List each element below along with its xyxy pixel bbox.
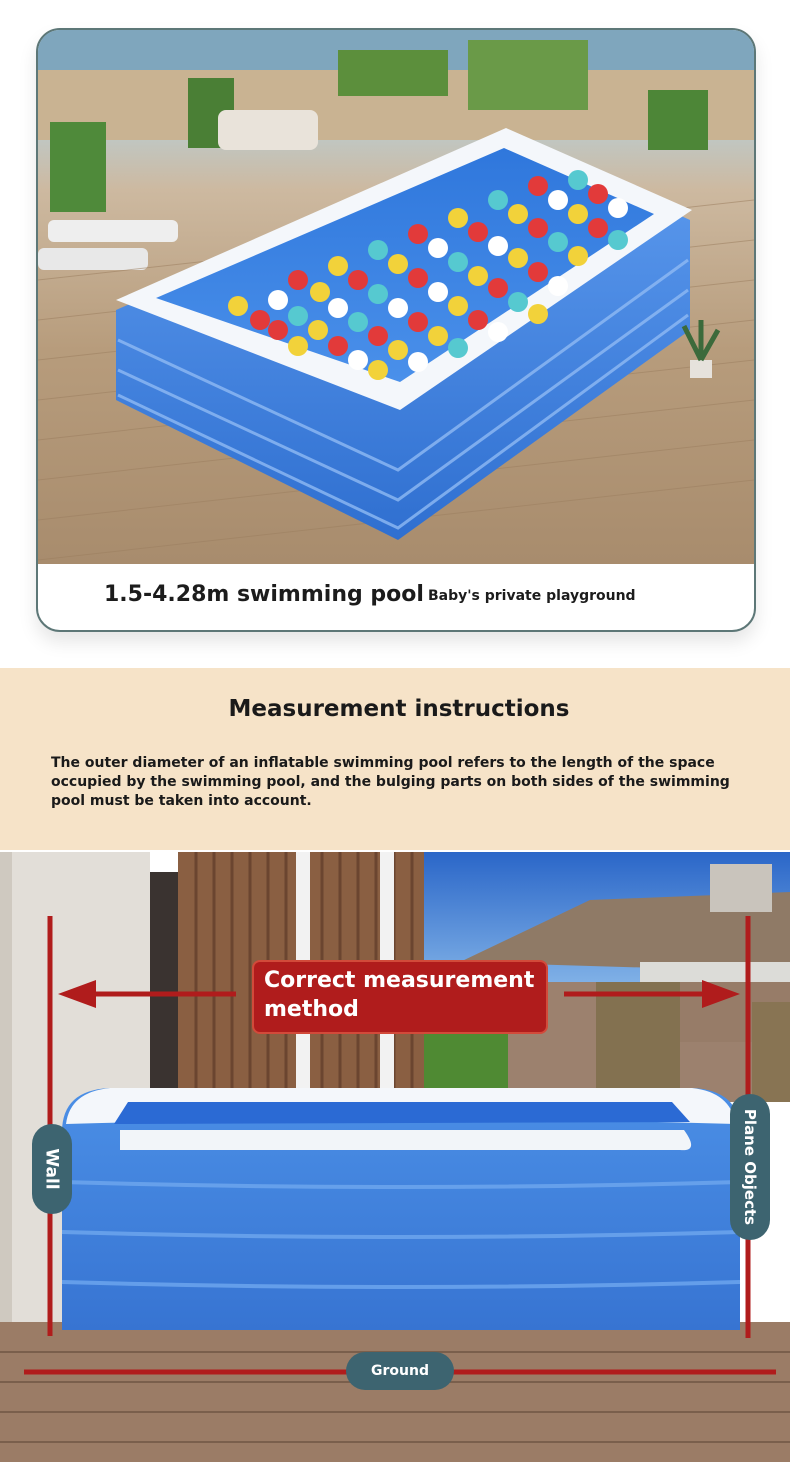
product-card bbox=[36, 28, 756, 632]
product-title: 1.5-4.28m swimming pool bbox=[104, 582, 424, 607]
ground-label-pill bbox=[346, 1352, 454, 1390]
product-subtitle: Baby's private playground bbox=[428, 588, 636, 604]
measurement-instructions bbox=[0, 668, 790, 850]
pool-illustration bbox=[38, 30, 754, 564]
pool-with-balls-photo bbox=[38, 30, 754, 564]
measurement-method-label: Correct measurement method bbox=[252, 960, 548, 1034]
wall-label-pill bbox=[32, 1124, 72, 1214]
card-caption bbox=[38, 564, 754, 630]
wall-label: Wall bbox=[42, 1148, 62, 1190]
instructions-body: The outer diameter of an inflatable swimming pool refers to the length of the space occupied by the swimming pool, and the bulging parts on both sides of the swimming pool must be taken into account. bbox=[51, 755, 730, 809]
plane-objects-label: Plane Objects bbox=[741, 1108, 760, 1226]
ground-label: Ground bbox=[371, 1363, 429, 1379]
measurement-diagram bbox=[0, 852, 790, 1462]
plane-objects-label-pill bbox=[730, 1094, 770, 1240]
instructions-title: Measurement instructions bbox=[228, 696, 570, 722]
